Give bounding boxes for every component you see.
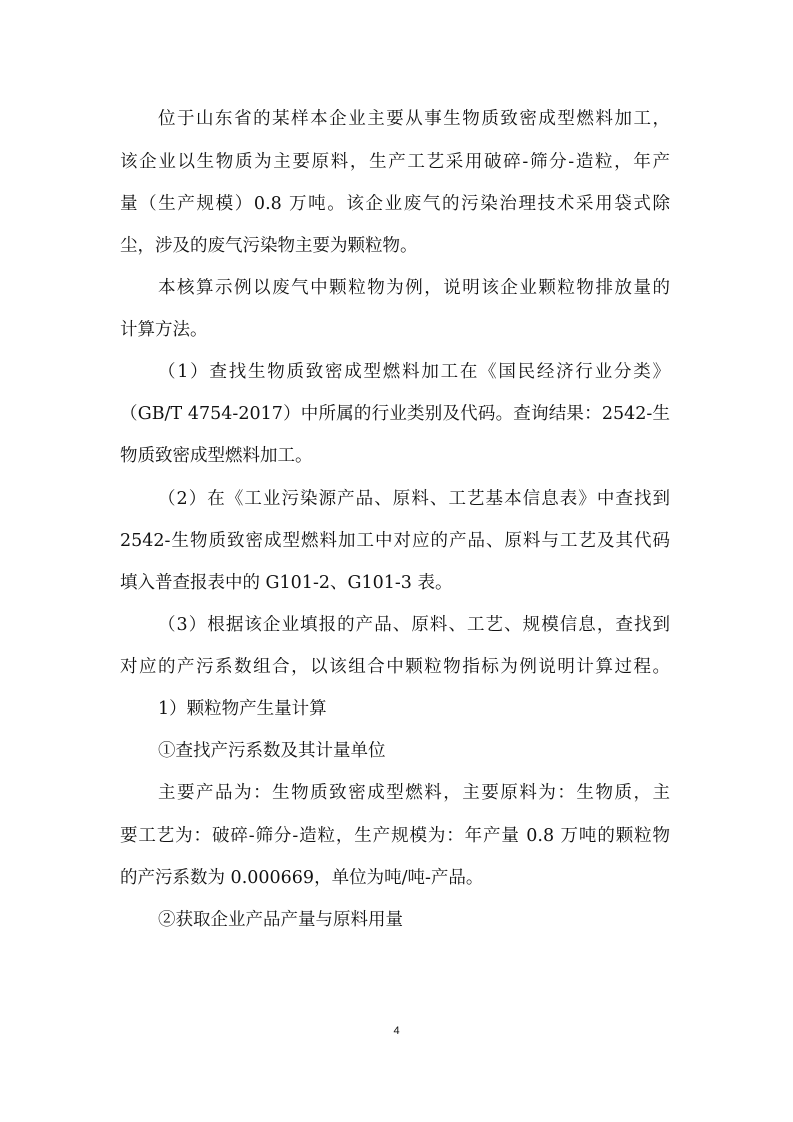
paragraph-line: 量（生产规模）0.8 万吨。该企业废气的污染治理技术采用袋式除 [120,194,670,214]
paragraph-line: （1）查找生物质致密成型燃料加工在《国民经济行业分类》 [158,362,670,382]
paragraph-line: 本核算示例以废气中颗粒物为例，说明该企业颗粒物排放量的 [158,278,670,298]
paragraph-line: 主要产品为：生物质致密成型燃料，主要原料为：生物质，主 [158,783,670,803]
paragraph-line: 物质致密成型燃料加工。 [120,446,313,466]
paragraph-line: 的产污系数为 0.000669，单位为吨/吨-产品。 [120,868,484,888]
paragraph-line: 填入普查报表中的 G101-2、G101-3 表。 [120,573,453,593]
paragraph-line: 位于山东省的某样本企业主要从事生物质致密成型燃料加工， [158,109,670,129]
paragraph-line: 要工艺为：破碎-筛分-造粒，生产规模为：年产量 0.8 万吨的颗粒物 [120,826,670,846]
paragraph-line: 该企业以生物质为主要原料，生产工艺采用破碎-筛分-造粒，年产 [120,152,670,172]
page-number: 4 [393,1025,400,1037]
paragraph-line: （3）根据该企业填报的产品、原料、工艺、规模信息，查找到 [158,615,670,635]
paragraph-line: 计算方法。 [120,320,208,340]
section-heading: 1）颗粒物产生量计算 [158,699,327,719]
paragraph-line: 2542-生物质致密成型燃料加工中对应的产品、原料与工艺及其代码 [120,531,670,551]
paragraph-line: （GB/T 4754-2017）中所属的行业类别及代码。查询结果：2542-生 [120,404,670,424]
paragraph-line: 对应的产污系数组合，以该组合中颗粒物指标为例说明计算过程。 [120,657,670,677]
subsection-heading: ②获取企业产品产量与原料用量 [158,910,403,930]
paragraph-line: 尘，涉及的废气污染物主要为颗粒物。 [120,236,418,256]
subsection-heading: ①查找产污系数及其计量单位 [158,741,386,761]
paragraph-line: （2）在《工业污染源产品、原料、工艺基本信息表》中查找到 [158,489,670,509]
